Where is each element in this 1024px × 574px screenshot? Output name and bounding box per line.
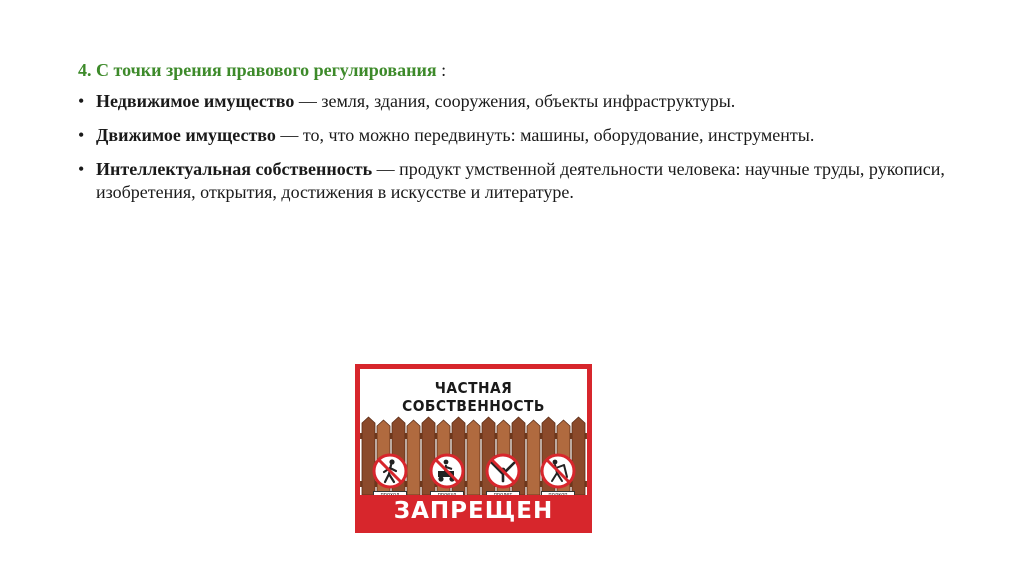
fence-picket bbox=[467, 420, 480, 495]
fence-picket bbox=[572, 417, 585, 495]
list-item-term: Движимое имущество bbox=[96, 125, 276, 145]
no-flying-icon bbox=[487, 455, 519, 487]
section-heading bbox=[78, 58, 968, 82]
bullet-marker: • bbox=[78, 159, 85, 179]
no-digging-icon bbox=[542, 455, 574, 487]
list-item bbox=[78, 90, 968, 113]
no-driving-icon bbox=[431, 455, 463, 487]
fence-picket bbox=[407, 420, 420, 495]
bullet-marker: • bbox=[78, 125, 85, 145]
list-item-term: Недвижимое имущество bbox=[96, 91, 295, 111]
sign-title-line1: ЧАСТНАЯ bbox=[434, 379, 513, 397]
fence-picket bbox=[422, 417, 435, 495]
no-walking-icon bbox=[374, 455, 406, 487]
sign-title-line2: СОБСТВЕННОСТЬ bbox=[402, 397, 545, 415]
list-item-term: Интеллектуальная собственность bbox=[96, 159, 373, 179]
fence-picket bbox=[362, 417, 375, 495]
list-item bbox=[78, 158, 968, 204]
text-block bbox=[78, 58, 968, 215]
fence-picket bbox=[527, 420, 540, 495]
list-item-text: — продукт умственной деятельности человека: научные труды, рукописи, изобретения, открытия, достижения в искусстве и литературе. bbox=[96, 159, 945, 202]
heading-colon: : bbox=[436, 60, 447, 80]
sign-banner-text: ЗАПРЕЩЕН bbox=[393, 498, 554, 524]
bullet-list bbox=[78, 90, 968, 204]
list-item-text: — то, что можно передвинуть: машины, оборудование, инструменты. bbox=[275, 125, 815, 145]
private-property-sign bbox=[355, 364, 592, 533]
heading-title: 4. С точки зрения правового регулирования bbox=[78, 60, 437, 80]
list-item bbox=[78, 124, 968, 147]
list-item-text: — земля, здания, сооружения, объекты инфраструктуры. bbox=[294, 91, 736, 111]
bullet-marker: • bbox=[78, 91, 85, 111]
